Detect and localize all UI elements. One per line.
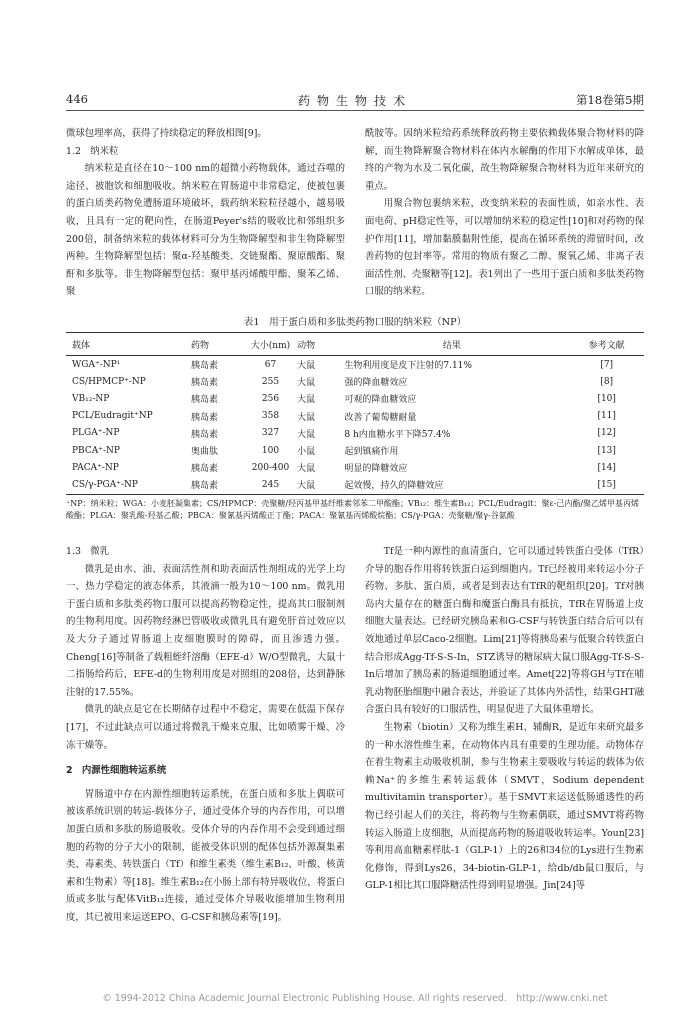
cell-size: 245 [261,479,280,490]
cell-animal: 大鼠 [297,464,316,475]
cell-reference: [13] [597,445,616,456]
cell-size: 358 [261,411,280,422]
cell-result: 8 h内血糖水平下降57.4% [344,429,451,440]
table-row [66,442,644,459]
cell-size: 327 [261,428,280,439]
cell-animal: 大鼠 [297,361,316,372]
cell-result: 改善了葡萄糖耐量 [344,412,417,423]
header-size: 大小(nm) [250,340,291,351]
cell-carrier: PBCA⁺-NP [72,445,120,456]
cell-size: 255 [261,376,280,387]
paragraph: 微乳的缺点是它在长期储存过程中不稳定，需要在低温下保存[17]，不过此缺点可以通过将微乳干燥来克服，比如喷雾干燥、冷冻干燥等。 [66,704,345,751]
table-1 [66,316,644,522]
cell-result: 起效慢，持久的降糖效应 [344,481,444,492]
cell-reference: [7] [600,359,614,370]
table-caption: 表1 用于蛋白质和多肽类药物口服的纳米粒（NP） [243,317,467,328]
cell-animal: 大鼠 [297,395,316,406]
paragraph: 微乳是由水、油、表面活性剂和助表面活性剂组成的光学上均一、热力学稳定的液态体系，其液滴一般为10～100 nm。微乳用于蛋白质和多肽类药物口服可以提高药物稳定性，提高其口服制剂的生物利用度。因药物经淋巴管吸收或微乳具有避免肝首过效应以及大分子通过胃肠道上皮细胞膜时的障碍，而且渗透力强。Cheng[16]等制备了载粗蛭纤溶酶（EFE-d）W/O型微乳，大鼠十二指肠给药后，EFE-d的生物利用度是对照组的208倍，达到静脉注射的17.55%。 [66,563,345,698]
cell-animal: 大鼠 [297,429,316,440]
cell-carrier: PLGA⁺-NP [72,428,120,439]
cell-carrier: VB₁₂-NP [72,393,110,404]
cell-drug: 胰岛素 [191,429,219,440]
header-result: 结果 [442,340,461,351]
paragraph: 用聚合物包裹纳米粒，改变纳米粒的表面性质，如亲水性、表面电荷、pH稳定性等，可以增加纳米粒的稳定性[10]和对药物的保护作用[11]，增加黏膜黏附性能，提高在循环系统的滞留时间，改善药物的包封率等。常用的物质有聚乙二醇、聚氧乙烯、非离子表面活性剂、壳聚糖等[12]。表1列出了一些用于蛋白质和多肽类药物口服的纳米粒。 [365,198,644,298]
right-column-top [365,125,644,301]
table-row [66,408,644,425]
table-row [66,425,644,442]
cell-result: 可观的降血糖效应 [344,395,417,406]
table-row [66,390,644,407]
cell-carrier: CS/γ-PGA⁺-NP [72,479,138,490]
section-heading-1-3: 1.3 微乳 [66,546,110,557]
paragraph: 胃肠道中存在内源性细胞转运系统，在蛋白质和多肽上偶联可被该系统识别的转运-载体分子，通过受体介导的内吞作用，可以增加蛋白质和多肽的肠道吸收。受体介导的内吞作用不会受到通过细胞的药物的分子大小的限制，能被受体识别的配体包括外源凝集素类、毒素类、转铁蛋白（Tf）和维生素类（维生素B₁₂、叶酸、核黄素和生物素）等[18]。维生素B₁₂在小肠上部有特异吸收位，将蛋白质或多肽与配体VitB₁₂连接，通过受体介导吸收能增加生物利用度，其已被用来运送EPO、G-CSF和胰岛素等[19]。 [66,788,345,923]
cell-reference: [11] [597,411,616,422]
cell-result: 强的降血糖效应 [344,378,408,389]
copyright-footer: © 1994-2012 China Academic Journal Electronic Publishing House. All rights reserved. http://www.cnki.net [102,993,608,1004]
paragraph: 纳米粒是直径在10～100 nm的超微小药物载体，通过吞噬的途径、被胞饮和细胞吸收。纳米粒在胃肠道中非常稳定，使被包裹的蛋白质类药物免遭肠道环境破坏，载药纳米粒粒径越小，越易吸收，且具有一定的靶向性，在肠道Peyer's结的吸收比和邻组织多200倍，制备纳米粒的载体材料可分为生物降解型和非生物降解型两种。生物降解型包括：聚α-羟基酸类、交链聚酯、聚原酸酯、聚酐和多肽等。非生物降解型包括：聚甲基丙烯酸甲酯、聚苯乙烯、聚 [66,163,345,298]
cell-carrier: WGA⁺-NP¹ [72,359,121,370]
nanoparticle-table [66,332,644,495]
cell-reference: [8] [600,376,614,387]
cell-animal: 大鼠 [297,378,316,389]
cell-drug: 奥曲肽 [191,447,219,458]
cell-drug: 胰岛素 [191,378,219,389]
volume-issue: 第18卷第5期 [576,93,644,107]
header-rule [66,110,644,111]
table-row [66,356,644,374]
left-column-bottom [66,543,345,926]
header-carrier: 载体 [72,340,91,351]
table-header-row [66,333,644,356]
cell-drug: 胰岛素 [191,464,219,475]
cell-animal: 大鼠 [297,412,316,423]
paragraph: 生物素（biotin）又称为维生素H、辅酶R，是近年来研究最多的一种水溶性维生素，在动物体内具有重要的生理功能。动物体存在着生物素主动吸收机制，参与生物素主要吸收与转运的载体为依赖Na⁺的多维生素转运载体（SMVT，Sodium dependent multivitamin transporter）。基于SMVT来运送低肠通透性的药物已经引起人们的关注，将药物与生物素偶联，通过SMVT将药物转运入肠道上皮细胞，从而提高药物的肠道吸收转运率。Youn[23]等利用高血糖素样肽-1（GLP-1）上的26和34位的Lys进行生物素化修饰，得到Lys26，34-biotin-GLP-1，给db/db鼠口服后，与GLP-1相比其口服降糖活性得到明显增强。Jin[24]等 [365,721,644,892]
table-row [66,476,644,494]
cell-drug: 胰岛素 [191,361,219,372]
left-column-top [66,125,345,301]
cell-reference: [12] [597,428,616,439]
cell-drug: 胰岛素 [191,412,219,423]
cell-carrier: PACA⁺-NP [72,462,119,473]
cell-reference: [10] [597,393,616,404]
cell-carrier: PCL/Eudragit⁺NP [72,411,153,422]
table-row [66,459,644,476]
cell-size: 256 [261,393,280,404]
right-column-bottom [365,543,644,895]
section-heading-1-2: 1.2 纳米粒 [66,145,119,157]
header-reference: 参考文献 [588,340,625,351]
page-number: 446 [66,92,88,106]
paragraph: Tf是一种内源性的血清蛋白，它可以通过转铁蛋白受体（TfR）介导的胞吞作用将转铁蛋白运到细胞内。Tf已经被用来转运小分子药物、多肽、蛋白质，或者是到表达有TfR的靶组织[20]。Tf对胰岛内大量存在的糖蛋白酶和魔蛋白酶具有抵抗，TfR在胃肠道上皮细胞大量表达。已经研究胰岛素和G-CSF与转铁蛋白结合后可以有效地通过单层Caco-2细胞。Lim[21]等将胰岛素与低聚合转铁蛋白结合形成Agg-Tf-S-S-In，STZ诱导的糖尿病大鼠口服Agg-Tf-S-S-In后增加了胰岛素的肠道细胞通过率。Amet[22]等将GH与Tf在哺乳动物胚胎细胞中融合表达，并验证了其体内外活性，结果GHT融合蛋白具有较好的口服活性，明显促进了大鼠体重增长。 [365,546,644,716]
header-drug: 药物 [191,340,210,351]
cell-size: 67 [264,359,277,370]
cell-size: 100 [261,445,280,456]
header-animal: 动物 [297,340,316,351]
table-footnote: ⁺NP：纳米粒；WGA：小麦胚凝集素；CS/HPMCP：壳聚糖/羟丙基甲基纤维素邻苯二甲酸酯；VB₁₂：维生素B₁₂；PCL/Eudragit：聚ε-己内酯/聚乙烯甲基丙烯酸酯；PLGA：聚乳酸-羟基乙酸；PBCA：聚氰基丙烯酸正丁酯；PACA：聚氰基丙烯酸烷酯；CS/γ-PGA：壳聚糖/聚γ-谷氨酸 [66,498,640,520]
paragraph-continuation: 微球包埋率高，获得了持续稳定的释放相图[9]。 [66,128,267,139]
section-heading-2: 2 内源性细胞转运系统 [66,765,167,777]
cell-animal: 大鼠 [297,481,316,492]
cell-result: 明显的降糖效应 [344,464,408,475]
cell-result: 生物利用度是皮下注射的7.11% [344,361,472,372]
cell-drug: 胰岛素 [191,395,219,406]
cell-reference: [15] [597,479,616,490]
cell-drug: 胰岛素 [191,481,219,492]
cell-reference: [14] [597,462,616,473]
table-row [66,373,644,390]
journal-title: 药物生物技术 [297,94,412,108]
cell-size: 200-400 [251,462,290,473]
cell-carrier: CS/HPMCP⁺-NP [72,376,146,387]
cell-result: 起到镇痛作用 [344,447,399,458]
cell-animal: 小鼠 [297,447,316,458]
paragraph-continuation: 酰胺等。因纳米粒给药系统释放药物主要依赖载体聚合物材料的降解，而生物降解聚合物材料在体内水解酶的作用下水解成单体，最终的产物为水及二氧化碳，故生物降解聚合物材料为近年来研究的重点。 [365,128,644,192]
